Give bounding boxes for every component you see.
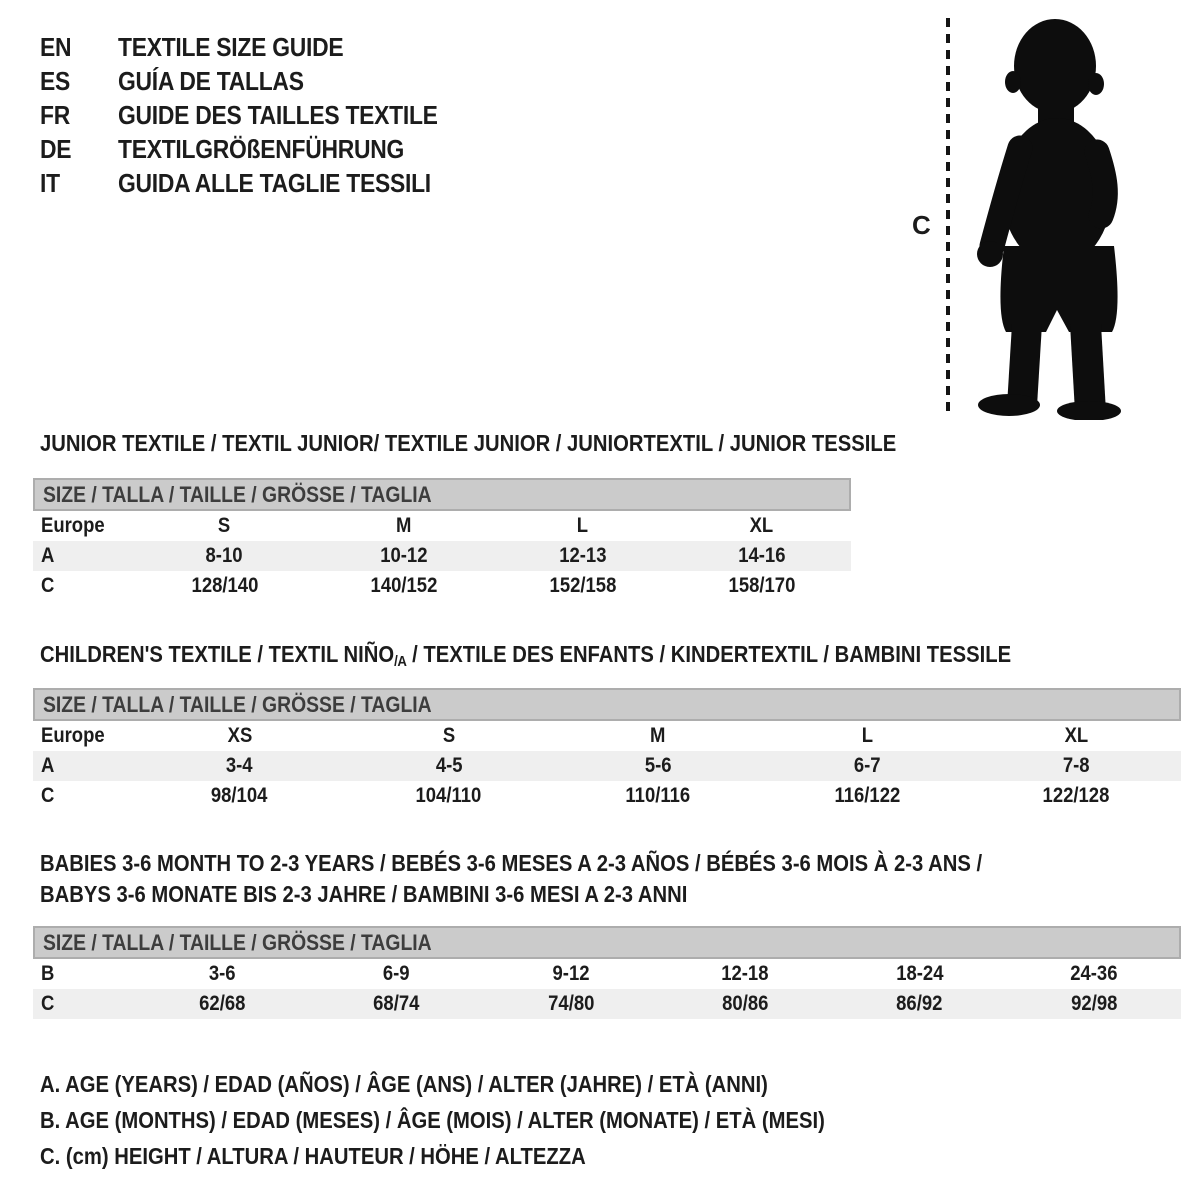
children-row-age: A 3-4 4-5 5-6 6-7 7-8 xyxy=(33,751,1181,781)
junior-size-table xyxy=(33,478,851,601)
children-col-europe: Europe xyxy=(41,724,105,747)
lang-row-it xyxy=(40,166,481,200)
row-label: C xyxy=(41,784,55,807)
junior-col-xl: XL xyxy=(749,514,774,537)
junior-size-header-bar: SIZE / TALLA / TAILLE / GRÖSSE / TAGLIA xyxy=(33,478,851,511)
children-col-m: M xyxy=(650,724,666,747)
babies-section-title xyxy=(40,848,1111,910)
junior-row-height: C 128/140 140/152 152/158 158/170 xyxy=(41,574,795,597)
row-label: A xyxy=(41,544,55,567)
children-size-header-bar: SIZE / TALLA / TAILLE / GRÖSSE / TAGLIA xyxy=(33,688,1181,721)
legend-line-c: C. (cm) HEIGHT / ALTURA / HAUTEUR / HÖHE / ALTEZZA xyxy=(40,1142,586,1169)
lang-title-it: GUIDA ALLE TAGLIE TESSILI xyxy=(118,167,431,198)
height-measure-label: C xyxy=(912,210,931,240)
toddler-silhouette xyxy=(962,14,1140,420)
lang-row-es xyxy=(40,64,481,98)
measurement-legend xyxy=(40,1066,932,1174)
children-columns-row xyxy=(33,721,1181,751)
children-size-table xyxy=(33,688,1181,811)
lang-row-de xyxy=(40,132,481,166)
children-col-s: S xyxy=(442,724,455,747)
junior-columns-row xyxy=(33,511,851,541)
row-label: C xyxy=(41,992,55,1015)
babies-size-header-bar: SIZE / TALLA / TAILLE / GRÖSSE / TAGLIA xyxy=(33,926,1181,959)
row-label: B xyxy=(41,962,55,985)
row-label: C xyxy=(41,574,55,597)
lang-title-de: TEXTILGRÖßENFÜHRUNG xyxy=(118,133,405,164)
lang-code-es: ES xyxy=(40,65,71,96)
junior-section-title: JUNIOR TEXTILE / TEXTIL JUNIOR/ TEXTILE JUNIOR / JUNIORTEXTIL / JUNIOR TESSILE xyxy=(40,430,897,456)
junior-row-age: A 8-10 10-12 12-13 14-16 xyxy=(33,541,851,571)
legend-line-a: A. AGE (YEARS) / EDAD (AÑOS) / ÂGE (ANS) / ALTER (JAHRE) / ETÀ (ANNI) xyxy=(40,1070,768,1097)
junior-col-s: S xyxy=(218,514,231,537)
legend-line-b: B. AGE (MONTHS) / EDAD (MESES) / ÂGE (MOIS) / ALTER (MONATE) / ETÀ (MESI) xyxy=(40,1106,825,1133)
row-label: A xyxy=(41,754,55,777)
lang-title-en: TEXTILE SIZE GUIDE xyxy=(118,31,344,62)
babies-title-line2: BABYS 3-6 MONATE BIS 2-3 JAHRE / BAMBINI 3-6 MESI A 2-3 ANNI xyxy=(40,881,688,907)
lang-title-es: GUÍA DE TALLAS xyxy=(118,65,304,96)
junior-col-l: L xyxy=(576,514,589,537)
lang-row-fr xyxy=(40,98,481,132)
babies-row-age-months: B 3-6 6-9 9-12 12-18 18-24 24-36 xyxy=(41,962,1118,985)
lang-row-en xyxy=(40,30,481,64)
babies-row-height: C 62/68 68/74 74/80 80/86 86/92 92/98 xyxy=(33,989,1181,1019)
children-row-height: C 98/104 104/110 110/116 116/122 122/128 xyxy=(41,784,1110,807)
children-section-title: CHILDREN'S TEXTILE / TEXTIL NIÑO/A / TEXTILE DES ENFANTS / KINDERTEXTIL / BAMBINI TESSILE xyxy=(40,641,1012,670)
lang-code-en: EN xyxy=(40,31,72,62)
lang-code-fr: FR xyxy=(40,99,70,130)
nino-a-subscript: /A xyxy=(394,653,407,670)
children-col-xs: XS xyxy=(227,724,252,747)
babies-size-table xyxy=(33,926,1181,1019)
children-col-xl: XL xyxy=(1064,724,1089,747)
lang-title-fr: GUIDE DES TAILLES TEXTILE xyxy=(118,99,438,130)
height-measure-dashed-line xyxy=(946,18,950,416)
children-col-l: L xyxy=(861,724,873,747)
language-title-block xyxy=(40,30,481,200)
junior-col-m: M xyxy=(395,514,412,537)
junior-col-europe: Europe xyxy=(41,514,105,537)
babies-title-line1: BABIES 3-6 MONTH TO 2-3 YEARS / BEBÉS 3-6 MESES A 2-3 AÑOS / BÉBÉS 3-6 MOIS À 2-3 ANS / xyxy=(40,850,983,876)
lang-code-it: IT xyxy=(40,167,60,198)
lang-code-de: DE xyxy=(40,133,72,164)
